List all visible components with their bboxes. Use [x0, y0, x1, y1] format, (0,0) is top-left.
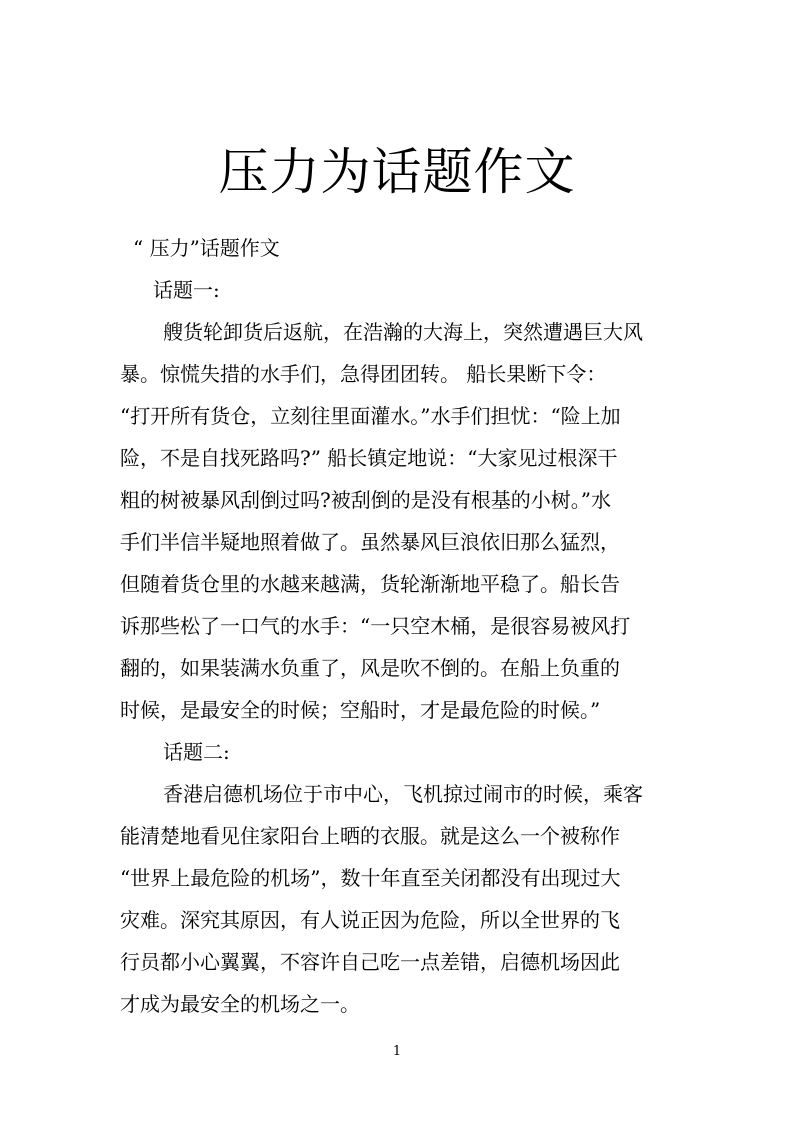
paragraph-line: 能清楚地看见住家阳台上晒的衣服。就是这么一个被称作: [120, 824, 620, 848]
paragraph-line: 诉那些松了一口气的水手：“一只空木桶，是很容易被风打: [120, 614, 631, 638]
paragraph-line: “世界上最危险的机场”，数十年直至关闭都没有出现过大: [120, 866, 621, 890]
paragraph-line: 手们半信半疑地照着做了。虽然暴风巨浪依旧那么猛烈，: [120, 530, 620, 554]
paragraph-line: 险，不是自找死路吗?” 船长镇定地说：“大家见过根深干: [120, 446, 618, 470]
paragraph-line: 暴。惊慌失措的水手们，急得团团转。 船长果断下令：: [120, 362, 607, 386]
paragraph-line: 香港启德机场位于市中心，飞机掠过闹市的时候，乘客: [163, 782, 643, 806]
paragraph-line: 翻的，如果装满水负重了，风是吹不倒的。在船上负重的: [120, 656, 620, 680]
document-title: 压力为话题作文: [218, 143, 576, 201]
paragraph-line: 灾难。深究其原因，有人说正因为危险，所以全世界的飞: [120, 908, 620, 932]
paragraph-line: “打开所有货仓，立刻往里面灌水。”水手们担忧：“险上加: [120, 404, 621, 428]
paragraph-line: 才成为最安全的机场之一。: [120, 992, 360, 1016]
subtitle-line: “ 压力”话题作文: [133, 236, 280, 260]
paragraph-line: 行员都小心翼翼，不容许自己吃一点差错，启德机场因此: [120, 950, 620, 974]
topic-two-heading: 话题二:: [163, 740, 230, 764]
paragraph-line: 粗的树被暴风刮倒过吗?被刮倒的是没有根基的小树。”水: [120, 488, 611, 512]
paragraph-line: 时候，是最安全的时候；空船时，才是最危险的时候。”: [120, 698, 601, 722]
topic-one-heading: 话题一:: [153, 278, 220, 302]
paragraph-line: 艘货轮卸货后返航，在浩瀚的大海上，突然遭遇巨大风: [163, 320, 643, 344]
page-number: 1: [392, 1044, 402, 1059]
paragraph-line: 但随着货仓里的水越来越满，货轮渐渐地平稳了。船长告: [120, 572, 620, 596]
